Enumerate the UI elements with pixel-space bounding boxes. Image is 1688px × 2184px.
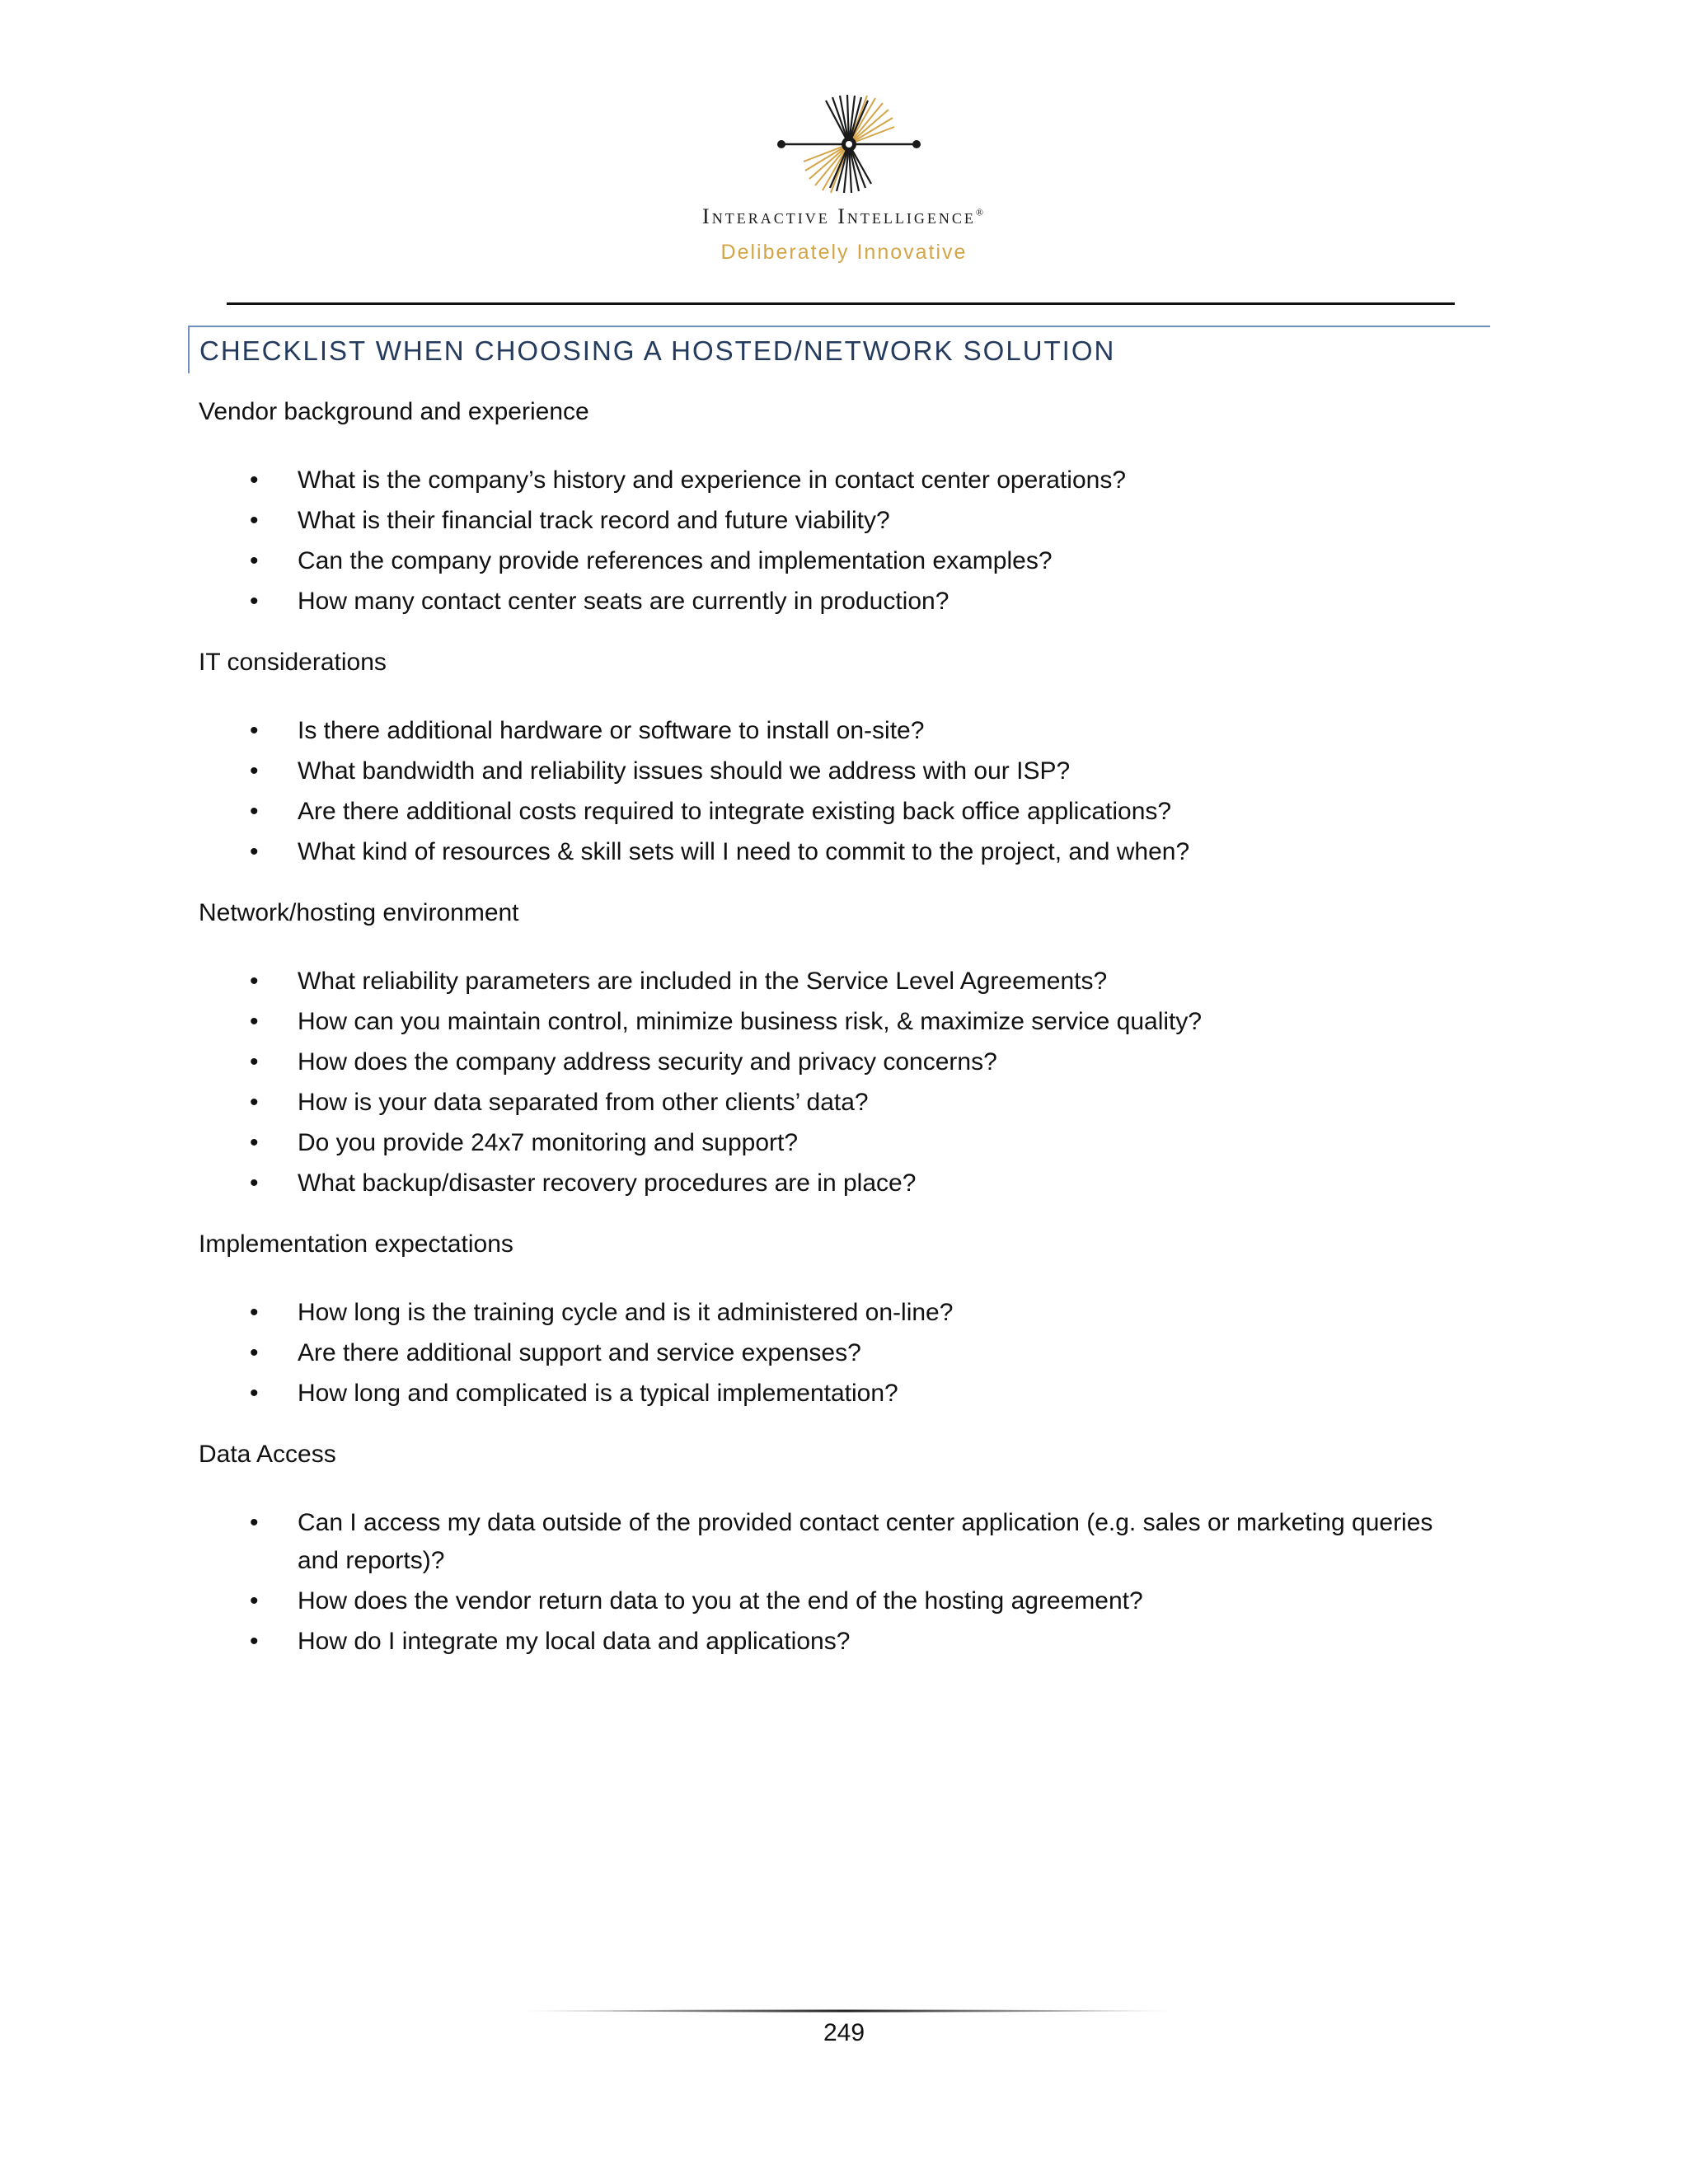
footer-divider <box>503 2008 1187 2013</box>
section-heading-text: CHECKLIST WHEN CHOOSING A HOSTED/NETWORK SOLUTION <box>199 335 1116 366</box>
group-heading: Network/hosting environment <box>199 899 519 926</box>
checklist-group <box>199 646 1468 871</box>
list-item: • How is your data separated from other clients’ data? <box>199 1084 1468 1122</box>
bullet-icon: • <box>250 1628 259 1655</box>
bullet-icon: • <box>250 838 259 865</box>
list-item: • How does the company address security and privacy concerns? <box>199 1043 1468 1081</box>
bullet-list <box>199 712 1468 871</box>
list-item: • What is the company’s history and experience in contact center operations? <box>199 462 1468 499</box>
bullet-icon: • <box>250 968 259 995</box>
brand-tagline: Deliberately Innovative <box>720 241 968 264</box>
list-item: • How do I integrate my local data and applications? <box>199 1623 1468 1661</box>
list-item: • Are there additional support and service expenses? <box>199 1334 1468 1372</box>
bullet-icon: • <box>250 798 259 825</box>
interactive-intelligence-logo-icon <box>775 91 923 198</box>
list-item: • Do you provide 24x7 monitoring and support? <box>199 1124 1468 1162</box>
list-item: • How many contact center seats are currently in production? <box>199 583 1468 621</box>
list-item: • What bandwidth and reliability issues should we address with our ISP? <box>199 752 1468 790</box>
checklist-group <box>199 897 1468 1202</box>
bullet-list <box>199 462 1468 621</box>
list-item: • What backup/disaster recovery procedures are in place? <box>199 1165 1468 1202</box>
bullet-icon: • <box>250 1169 259 1197</box>
bullet-icon: • <box>250 588 259 615</box>
list-item: • What kind of resources & skill sets will I need to commit to the project, and when? <box>199 833 1468 871</box>
bullet-icon: • <box>250 1339 259 1366</box>
list-item: • Can the company provide references and implementation examples? <box>199 542 1468 580</box>
bullet-icon: • <box>250 1008 259 1035</box>
bullet-icon: • <box>250 1299 259 1326</box>
group-heading: Implementation expectations <box>199 1230 513 1258</box>
list-item: • What is their financial track record and future viability? <box>199 502 1468 540</box>
bullet-list <box>199 1294 1468 1413</box>
bullet-list <box>199 1504 1468 1661</box>
group-heading: Data Access <box>199 1441 336 1468</box>
list-item: • Is there additional hardware or software to install on-site? <box>199 712 1468 750</box>
group-heading: Vendor background and experience <box>199 398 589 425</box>
brand-name <box>0 204 1688 229</box>
bullet-icon: • <box>250 1089 259 1116</box>
list-item: • Can I access my data outside of the provided contact center application (e.g. sales or marketing queries and reports)? <box>199 1504 1468 1580</box>
bullet-icon: • <box>250 757 259 785</box>
bullet-icon: • <box>250 1129 259 1156</box>
bullet-icon: • <box>250 1587 259 1615</box>
bullet-icon: • <box>250 507 259 534</box>
checklist-group <box>199 1438 1468 1661</box>
bullet-icon: • <box>250 1048 259 1076</box>
list-item: • How can you maintain control, minimize business risk, & maximize service quality? <box>199 1003 1468 1041</box>
bullet-icon: • <box>250 1509 259 1536</box>
list-item: • How does the vendor return data to you at the end of the hosting agreement? <box>199 1582 1468 1620</box>
list-item: • Are there additional costs required to integrate existing back office applications? <box>199 793 1468 831</box>
checklist-content <box>199 396 1468 1686</box>
checklist-group <box>199 1228 1468 1413</box>
group-heading: IT considerations <box>199 649 387 676</box>
list-item: • How long is the training cycle and is it administered on-line? <box>199 1294 1468 1332</box>
bullet-icon: • <box>250 466 259 494</box>
list-item: • What reliability parameters are included in the Service Level Agreements? <box>199 963 1468 1001</box>
list-item: • How long and complicated is a typical implementation? <box>199 1375 1468 1413</box>
checklist-group <box>199 396 1468 621</box>
section-heading <box>188 326 1490 373</box>
bullet-icon: • <box>250 547 259 574</box>
bullet-list <box>199 963 1468 1202</box>
bullet-icon: • <box>250 717 259 744</box>
trademark-symbol: ® <box>975 206 986 218</box>
header-divider <box>227 302 1455 305</box>
page-number: 249 <box>823 2019 865 2046</box>
brand-name-text: Interactive Intelligence <box>702 204 976 228</box>
bullet-icon: • <box>250 1380 259 1407</box>
